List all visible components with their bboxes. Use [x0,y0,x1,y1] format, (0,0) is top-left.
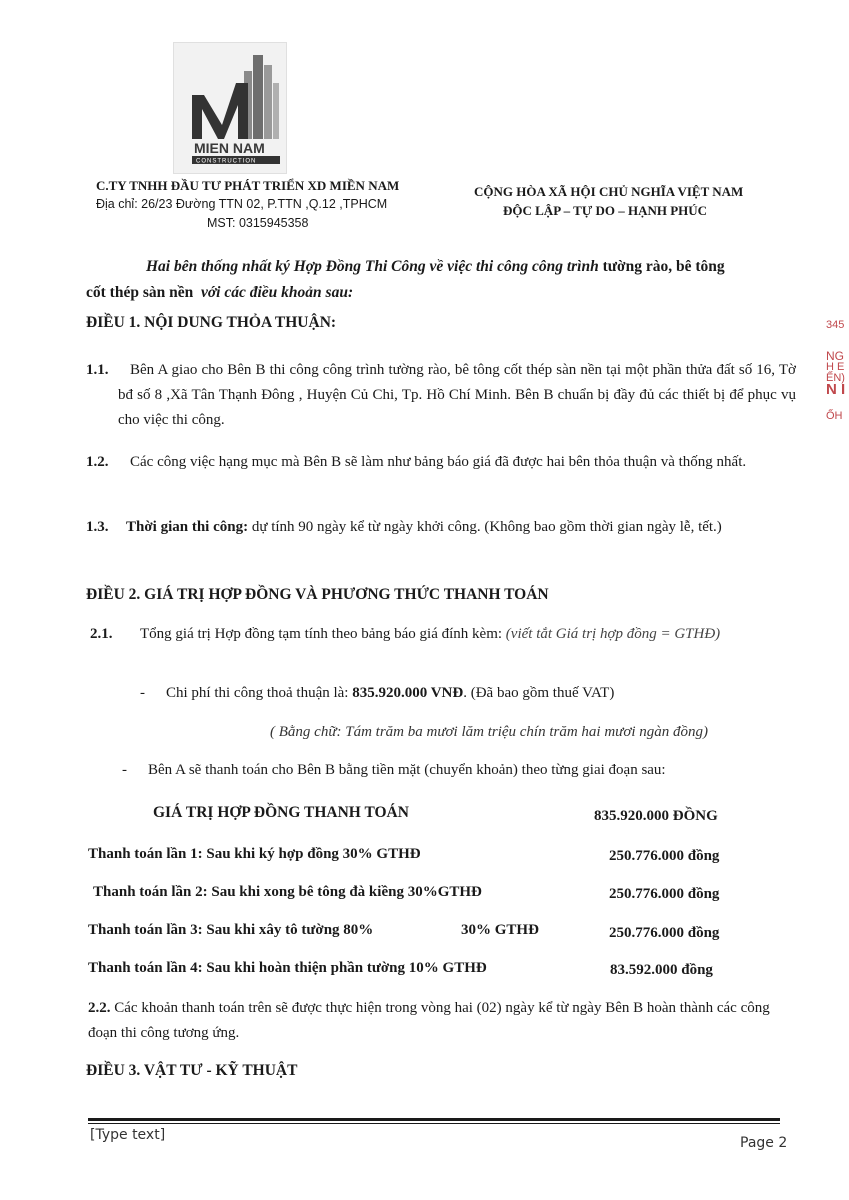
item-1-3-text [118,515,796,540]
item-1-2-num: 1.2. [86,454,109,470]
item-2-2-text: Các khoản thanh toán trên sẽ được thực hiện trong vòng hai (02) ngày kể từ ngày Bên B hoàn thành các công đoạn thi công tương ứng. [88,1000,770,1041]
article-2-title: ĐIỀU 2. GIÁ TRỊ HỢP ĐỒNG VÀ PHƯƠNG THỨC THANH TOÁN [86,586,549,603]
margin-mark: ẾN) [826,372,845,384]
intro-line-1 [146,258,725,276]
payment-2-label: Thanh toán lần 2: Sau khi xong bê tông đà kiềng 30%GTHĐ [93,884,482,900]
payment-2-amount: 250.776.000 đồng [609,886,720,902]
payment-note: Bên A sẽ thanh toán cho Bên B bằng tiền mặt (chuyển khoản) theo từng giai đoạn sau: [148,762,666,778]
cost-value: 835.920.000 VNĐ [352,685,464,701]
article-1-title: ĐIỀU 1. NỘI DUNG THỎA THUẬN: [86,314,337,331]
total-value: 835.920.000 ĐỒNG [594,808,718,824]
item-1-1-num: 1.1. [86,362,109,378]
total-label: GIÁ TRỊ HỢP ĐỒNG THANH TOÁN [153,804,409,821]
footer-placeholder: [Type text] [90,1127,166,1143]
margin-mark: NG [826,349,844,363]
item-1-2-text: Các công việc hạng mục mà Bên B sẽ làm như bảng báo giá đã được hai bên thỏa thuận và thống nhất. [130,454,747,470]
item-2-1-body: Tổng giá trị Hợp đồng tạm tính theo bảng báo giá đính kèm: [140,626,503,642]
company-tax-code: MST: 0315945358 [207,216,309,230]
company-name: C.TY TNHH ĐẦU TƯ PHÁT TRIỂN XD MIỀN NAM [96,178,400,193]
amount-in-words: ( Bằng chữ: Tám trăm ba mươi lăm triệu chín trăm hai mươi ngàn đồng) [270,724,709,740]
margin-mark: 345 [826,320,845,331]
payment-bullet: - [122,762,127,778]
footer-rule-thin [88,1123,780,1124]
item-1-3-bold: Thời gian thi công: [126,519,249,535]
national-motto: ĐỘC LẬP – TỰ DO – HẠNH PHÚC [503,203,708,218]
margin-mark: N I [826,381,846,398]
cost-line [166,681,614,706]
payment-4-amount: 83.592.000 đồng [610,962,713,978]
item-2-1-num: 2.1. [90,626,113,642]
item-1-1-text: Bên A giao cho Bên B thi công công trình tường rào, bê tông cốt thép sàn nền tại một phần thửa đất số 16, Tờ bđ số 8 ,Xã Tân Thạnh Đông , Huyện Củ Chi, Tp. Hồ Chí Minh. Bên B chuẩn bị đầy đủ các thiết bị để phục vụ cho việc thi công. [118,362,796,428]
intro-line-2 [86,284,353,302]
logo-brand: MIEN NAM [194,140,265,156]
item-1-3-num: 1.3. [86,519,109,535]
intro-line2-bold: cốt thép sàn nền [86,284,194,301]
page-number: Page 2 [740,1135,788,1151]
national-title: CỘNG HÒA XÃ HỘI CHỦ NGHĨA VIỆT NAM [474,184,744,199]
article-3-title: ĐIỀU 3. VẬT TƯ - KỸ THUẬT [86,1062,298,1079]
margin-mark: ỐH [826,410,843,422]
logo-tagline: CONSTRUCTION [196,158,257,165]
cost-label: Chi phí thi công thoả thuận là: [166,685,349,701]
item-2-1-italic: (viết tắt Giá trị hợp đồng = GTHĐ) [505,626,721,642]
item-2-2-num: 2.2. [88,1000,111,1016]
company-logo [173,42,287,174]
intro-italic: Hai bên thống nhất ký Hợp Đồng Thi Công về việc thi công công trình [146,258,599,275]
margin-marks [826,320,849,422]
payment-3-amount: 250.776.000 đồng [609,925,720,941]
item-2-1-text [140,622,790,647]
payment-1-label: Thanh toán lần 1: Sau khi ký hợp đồng 30% GTHĐ [88,846,421,862]
margin-mark: H E [826,361,845,373]
intro-line2-italic: với các điều khoản sau: [200,284,354,301]
intro-bold: tường rào, bê tông [602,258,725,275]
payment-1-amount: 250.776.000 đồng [609,848,720,864]
cost-note: . (Đã bao gồm thuế VAT) [463,685,615,701]
payment-3-label: Thanh toán lần 3: Sau khi xây tô tường 80% [88,922,374,938]
payment-4-label: Thanh toán lần 4: Sau khi hoàn thiện phần tường 10% GTHĐ [88,960,487,976]
cost-bullet: - [140,685,145,701]
footer-rule-thick [88,1118,780,1121]
payment-3-extra: 30% GTHĐ [461,922,539,938]
item-2-2 [88,996,778,1046]
item-1-3-body: dự tính 90 ngày kể từ ngày khởi công. (Không bao gồm thời gian ngày lễ, tết.) [248,519,722,535]
company-address: Địa chỉ: 26/23 Đường TTN 02, P.TTN ,Q.12 ,TPHCM [96,197,388,211]
